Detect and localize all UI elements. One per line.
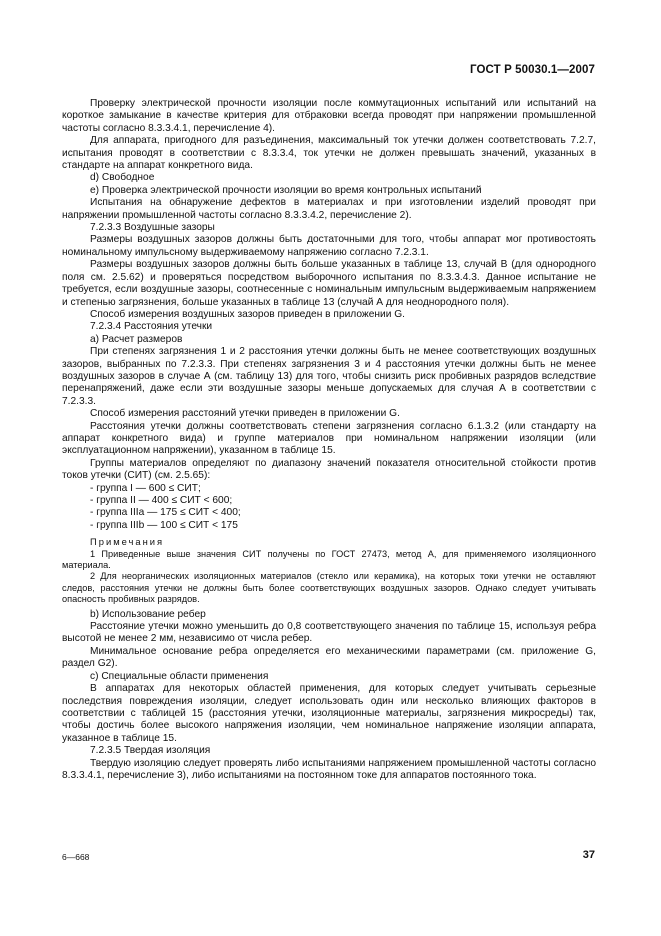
section-heading: 7.2.3.3 Воздушные зазоры (90, 222, 215, 234)
paragraph: Твердую изоляцию следует проверять либо испытаниями напряжением промышленной частоты согласно 8.3.3.4.1, перечисление 3), либо испытаниями на постоянном токе для аппаратов постоянного тока. (62, 757, 596, 781)
paragraph: Способ измерения расстояний утечки приведен в приложении G. (90, 408, 400, 420)
paragraph: Для аппарата, пригодного для разъединения, максимальный ток утечки должен соответствовать 7.2.7, испытания проводят в соответствии с 8.3.3.4, ток утечки не должен превышать значений, указанных в стандарте на аппарат конкретного вида. (62, 135, 596, 172)
notes-title: Примечания (90, 536, 165, 548)
paragraph: При степенях загрязнения 1 и 2 расстояния утечки должны быть не менее соответствующих воздушных зазоров, выбранных по 7.2.3.3. При степенях загрязнения 3 и 4 расстояния утечки должны быть не менее воздушных зазоров в случае А (см. таблицу 13) для того, чтобы снизить риск пробивных разрядов вследствие перенапряжений, даже если эти воздушные зазоры меньше допускаемых для случая А в соответствии с 7.2.3.3. (62, 346, 596, 407)
material-group: - группа II — 400 ≤ СИТ < 600; (90, 495, 233, 506)
list-item-a: a) Расчет размеров (90, 333, 183, 345)
footer-code: 6—668 (62, 852, 90, 862)
material-group: - группа IIIb — 100 ≤ СИТ < 175 (90, 519, 238, 531)
paragraph: Проверку электрической прочности изоляции после коммутационных испытаний или испытаний на короткое замыкание в качестве критерия для отбраковки всегда проводят при напряжении промышленной частоты согласно 8.3.3.4.1, перечисление 4). (62, 98, 596, 134)
paragraph: Группы материалов определяют по диапазону значений показателя относительной стойкости против токов утечки (СИТ) (см. 2.5.65): (62, 457, 596, 482)
note: 1 Приведенные выше значения СИТ получены по ГОСТ 27473, метод А, для применяемого изоляционного материала. (62, 548, 596, 571)
document-header: ГОСТ Р 50030.1—2007 (470, 64, 595, 76)
section-heading: 7.2.3.5 Твердая изоляция (90, 745, 211, 757)
paragraph: В аппаратах для некоторых областей применения, для которых следует учитывать серьезные последствия повреждения изоляции, следует использовать один или несколько влияющих факторов в соответствии с таблицей 15 (расстояния утечки, изоляционные материалы, загрязнения микросреды) так, чтобы достичь более высокого напряжения изоляции, чем номинальное напряжение изоляции аппарата, указанное в таблице 15. (62, 683, 596, 744)
paragraph: Способ измерения воздушных зазоров приведен в приложении G. (90, 308, 405, 320)
paragraph: Минимальное основание ребра определяется его механическими параметрами (см. приложение G, раздел G2). (62, 645, 596, 670)
material-group: - группа IIIa — 175 ≤ СИТ < 400; (90, 507, 241, 519)
paragraph: Размеры воздушных зазоров должны быть достаточными для того, чтобы аппарат мог противостоять номинальному импульсному выдерживаемому напряжению согласно 7.2.3.1. (62, 234, 596, 258)
paragraph: Размеры воздушных зазоров должны быть больше указанных в таблице 13, случай В (для однородного поля см. 2.5.62) и проверяться посредством выборочного испытания по 8.3.3.4.3. Данное испытание не требуется, если воздушные зазоры, соотнесенные с номинальным импульсным выдерживаемым напряжением и степенью загрязнения, больше указанных в таблице 13 (случай А для неоднородного поля). (62, 259, 596, 308)
list-item-e: e) Проверка электрической прочности изоляции во время контрольных испытаний (90, 184, 482, 196)
paragraph: Расстояние утечки можно уменьшить до 0,8 соответствующего значения по таблице 15, используя ребра высотой не менее 2 мм, независимо от числа ребер. (62, 621, 596, 645)
list-item-d: d) Свободное (90, 172, 155, 184)
paragraph: Испытания на обнаружение дефектов в материалах и при изготовлении изделий проводят при напряжении промышленной частоты согласно 8.3.3.4.2, перечисление 2). (62, 197, 596, 221)
document-body (62, 98, 596, 782)
list-item-b: b) Использование ребер (90, 608, 206, 620)
list-item-c: c) Специальные области применения (90, 670, 269, 682)
section-heading: 7.2.3.4 Расстояния утечки (90, 321, 213, 333)
note: 2 Для неорганических изоляционных материалов (стекло или керамика), на которых токи утечки не оставляют следов, расстояния утечки не должны быть более соответствующих воздушных зазоров. Однако следует учитывать опасность пробивных разрядов. (62, 571, 596, 605)
material-group: - группа I — 600 ≤ СИТ; (90, 482, 201, 494)
paragraph: Расстояния утечки должны соответствовать степени загрязнения согласно 6.1.3.2 (или стандарту на аппарат конкретного вида) и группе материалов при номинальном напряжении изоляции (или эксплуатационном напряжении), указанном в таблице 15. (62, 420, 596, 457)
page-number: 37 (582, 849, 595, 861)
